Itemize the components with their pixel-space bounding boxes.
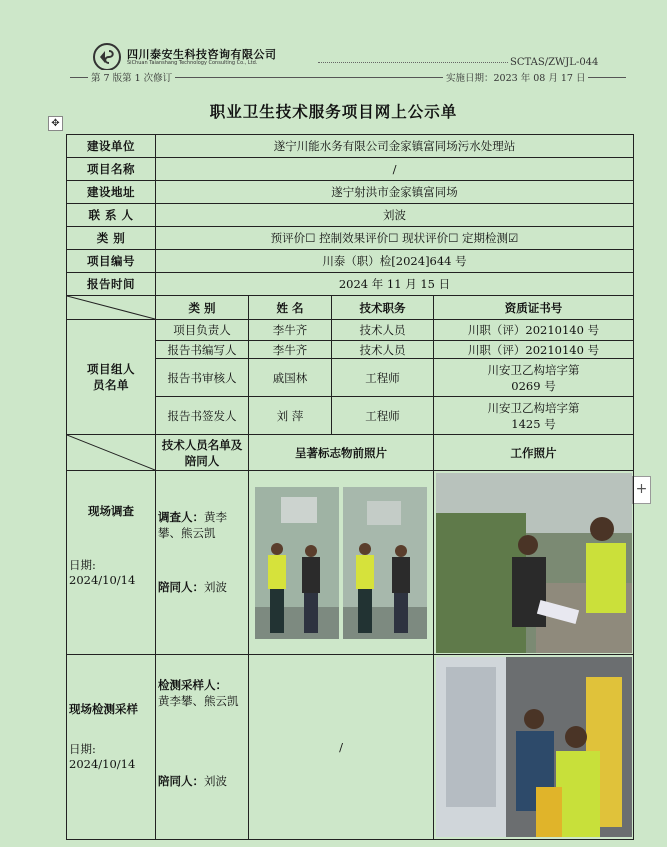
staff-cert: 川职（评）20210140 号 — [434, 341, 634, 359]
add-column-icon[interactable]: + — [632, 476, 651, 504]
survey-date: 2024/10/14 — [69, 573, 136, 587]
survey-date-label: 日期: — [69, 558, 96, 572]
category-label: 类 别 — [67, 227, 156, 250]
photos-col-staff: 技术人员名单及陪同人 — [156, 435, 249, 471]
contact-value: 刘波 — [156, 204, 634, 227]
investigator-label: 调查人： — [158, 510, 204, 524]
survey-work-photo-cell — [434, 471, 634, 655]
sampling-label-cell — [67, 655, 156, 840]
company-name-cn: 四川泰安生科技咨询有限公司 — [127, 48, 277, 61]
staff-name: 李牛齐 — [249, 320, 332, 341]
address-label: 建设地址 — [67, 181, 156, 204]
staff-col-category: 类 别 — [156, 296, 249, 320]
staff-diagonal-cell — [67, 296, 156, 320]
builder-value: 遂宁川能水务有限公司金家镇富同场污水处理站 — [156, 135, 634, 158]
sampling-companion-name: 刘波 — [204, 774, 227, 788]
sampler-names: 黄李攀、熊云凯 — [158, 694, 239, 708]
staff-col-position: 技术职务 — [332, 296, 434, 320]
page-title: 职业卫生技术服务项目网上公示单 — [209, 102, 458, 121]
companion-name: 刘波 — [204, 580, 227, 594]
staff-position: 工程师 — [332, 359, 434, 397]
staff-role: 项目负责人 — [156, 320, 249, 341]
contact-label: 联 系 人 — [67, 204, 156, 227]
builder-label: 建设单位 — [67, 135, 156, 158]
sampling-staff-cell — [156, 655, 249, 840]
staff-role: 报告书审核人 — [156, 359, 249, 397]
staff-col-cert: 资质证书号 — [434, 296, 634, 320]
project-name-value: / — [156, 158, 634, 181]
report-time-label: 报告时间 — [67, 273, 156, 296]
staff-position: 技术人员 — [332, 320, 434, 341]
sampling-label: 现场检测采样 — [69, 702, 138, 716]
photos-diagonal-cell — [67, 435, 156, 471]
address-value: 遂宁射洪市金家镇富同场 — [156, 181, 634, 204]
report-time-value: 2024 年 11 月 15 日 — [156, 273, 634, 296]
table-move-handle-icon[interactable]: ✥ — [48, 116, 63, 131]
sampling-landmark-photo-cell: / — [249, 655, 434, 840]
photos-col-work: 工作照片 — [434, 435, 634, 471]
survey-landmark-photo-cell — [249, 471, 434, 655]
companion-label: 陪同人： — [158, 580, 204, 594]
staff-name: 李牛齐 — [249, 341, 332, 359]
sampler-label: 检测采样人： — [158, 678, 227, 692]
project-no-label: 项目编号 — [67, 250, 156, 273]
sampling-work-photo-cell — [434, 655, 634, 840]
staff-role: 报告书签发人 — [156, 397, 249, 435]
document-number: SCTAS/ZWJL-044 — [510, 57, 599, 68]
implementation-date: 实施日期：2023 年 08 月 17 日 — [443, 70, 588, 84]
staff-name: 戚国林 — [249, 359, 332, 397]
category-value: 预评价☐ 控制效果评价☐ 现状评价☐ 定期检测☑ — [156, 227, 634, 250]
company-logo-icon — [92, 42, 122, 72]
survey-label: 现场调查 — [88, 504, 134, 518]
staff-cert: 川安卫乙构培字第 1425 号 — [434, 397, 634, 435]
staff-cert: 川安卫乙构培字第 0269 号 — [434, 359, 634, 397]
sampling-companion-label: 陪同人： — [158, 774, 204, 788]
edition-text: 第 7 版第 1 次修订 — [88, 70, 175, 84]
staff-name: 刘 萍 — [249, 397, 332, 435]
project-name-label: 项目名称 — [67, 158, 156, 181]
staff-cert: 川职（评）20210140 号 — [434, 320, 634, 341]
staff-role: 报告书编写人 — [156, 341, 249, 359]
sampling-date-label: 日期: — [69, 742, 96, 756]
survey-work-photo — [436, 473, 632, 653]
landmark-photo — [255, 487, 427, 639]
photos-col-landmark: 呈著标志物前照片 — [249, 435, 434, 471]
sampling-work-photo — [436, 657, 632, 837]
staff-col-name: 姓 名 — [249, 296, 332, 320]
survey-staff-cell — [156, 471, 249, 655]
disclosure-table — [66, 134, 634, 840]
staff-position: 技术人员 — [332, 341, 434, 359]
investigator-names: 黄李攀、熊云凯 — [158, 510, 227, 540]
staff-group-label: 项目组人员名单 — [67, 320, 156, 435]
company-name-en: SiChuan Taianshang Technology Consulting Co., Ltd. — [127, 60, 258, 66]
project-no-value: 川泰（职）检[2024]644 号 — [156, 250, 634, 273]
survey-label-cell — [67, 471, 156, 655]
header-dotted-line — [318, 62, 508, 63]
sampling-date: 2024/10/14 — [69, 757, 136, 771]
staff-position: 工程师 — [332, 397, 434, 435]
